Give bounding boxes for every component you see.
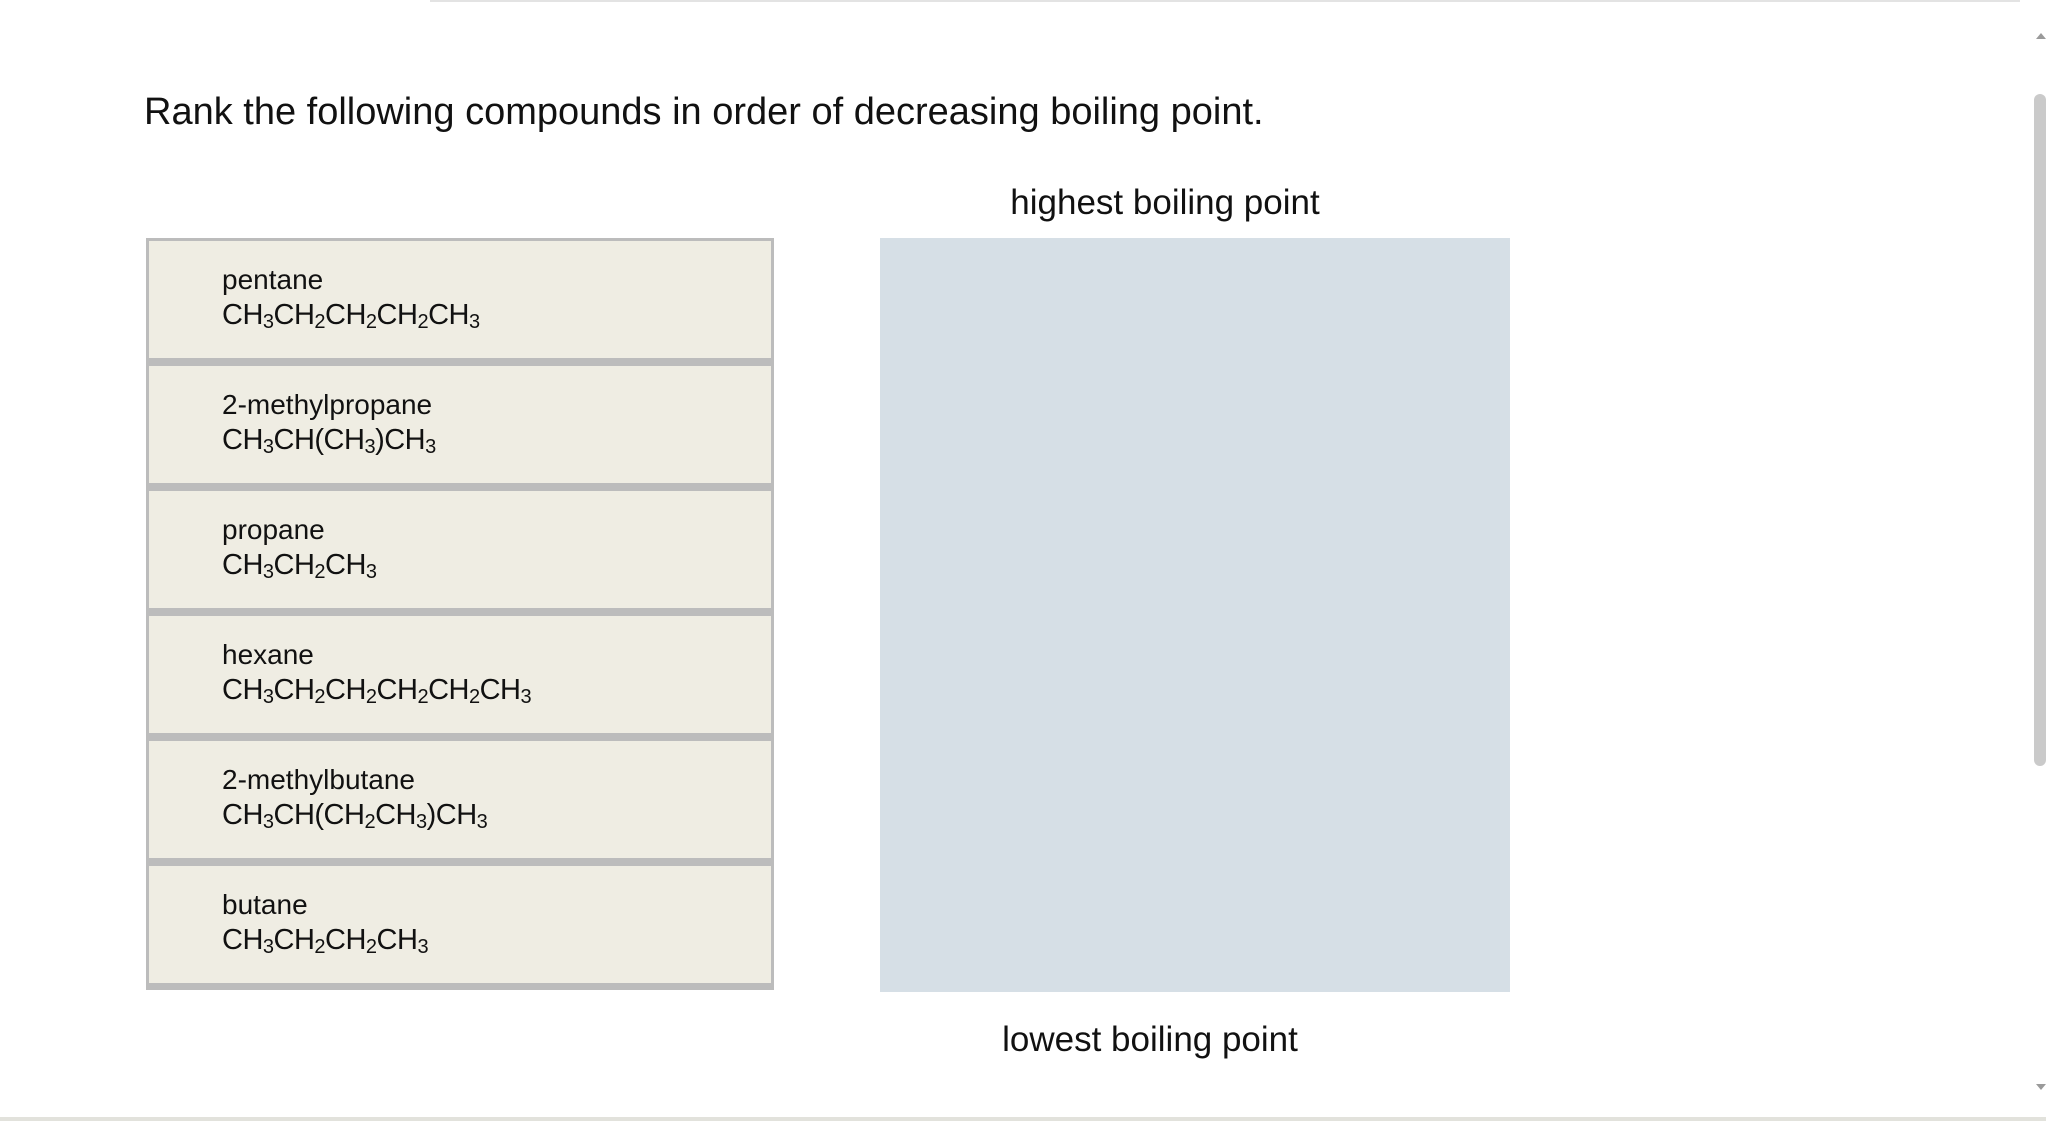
lowest-boiling-point-label: lowest boiling point [1002,1020,1298,1059]
formula-subscript: 3 [415,811,427,833]
compound-name: 2-methylbutane [222,764,416,795]
formula-subscript: 3 [262,686,274,708]
compound-source-list [146,238,774,990]
formula-subscript: 2 [417,311,429,333]
formula-subscript: 2 [468,686,480,708]
highest-boiling-point-label: highest boiling point [1010,183,1320,222]
compound-card-pentane[interactable] [149,241,771,358]
question-prompt: Rank the following compounds in order of decreasing boiling point. [144,91,1264,133]
compound-card-butane[interactable] [149,866,771,983]
scroll-down-arrow-icon[interactable] [2036,1084,2046,1090]
formula-subscript: 2 [314,561,326,583]
top-divider [430,0,2020,2]
formula-subscript: 3 [365,561,377,583]
formula-subscript: 2 [417,686,429,708]
compound-name: hexane [222,639,314,670]
compound-name: 2-methylpropane [222,389,433,420]
formula-subscript: 3 [262,561,274,583]
compound-formula: $CH_3CH_2CH_3$ [222,549,377,583]
compound-formula: $CH_3CH(CH_2CH_3)CH_3$ [222,799,488,833]
scroll-up-arrow-icon[interactable] [2036,33,2046,39]
formula-subscript: 3 [262,936,274,958]
compound-formula: $CH_3CH_2CH_2CH_2CH_3$ [222,299,480,333]
formula-subscript: 3 [520,686,532,708]
formula-subscript: 3 [468,311,480,333]
compound-card-propane[interactable] [149,491,771,608]
compound-formula: $CH_3CH(CH_3)CH_3$ [222,424,436,458]
formula-subscript: 3 [425,436,436,458]
scrollbar-thumb[interactable] [2034,94,2046,766]
formula-subscript: 2 [365,936,377,958]
bottom-divider [0,1117,2046,1121]
formula-subscript: 3 [476,811,488,833]
formula-subscript: 3 [262,811,274,833]
formula-subscript: 2 [365,311,377,333]
formula-subscript: 3 [262,436,274,458]
compound-formula: $CH_3CH_2CH_2CH_2CH_2CH_3$ [222,674,532,708]
compound-card-hexane[interactable] [149,616,771,733]
formula-subscript: 2 [365,686,377,708]
formula-subscript: 3 [417,936,429,958]
ranking-drop-zone[interactable] [880,238,1510,992]
compound-card-2-methylbutane[interactable] [149,741,771,858]
compound-card-2-methylpropane[interactable] [149,366,771,483]
formula-subscript: 2 [314,936,326,958]
formula-subscript: 2 [364,811,376,833]
formula-subscript: 3 [364,436,376,458]
compound-name: propane [222,514,325,545]
formula-subscript: 2 [314,311,326,333]
formula-subscript: 3 [262,311,274,333]
compound-name: pentane [222,264,324,295]
compound-name: butane [222,889,308,920]
compound-formula: $CH_3CH_2CH_2CH_3$ [222,924,429,958]
formula-subscript: 2 [314,686,326,708]
